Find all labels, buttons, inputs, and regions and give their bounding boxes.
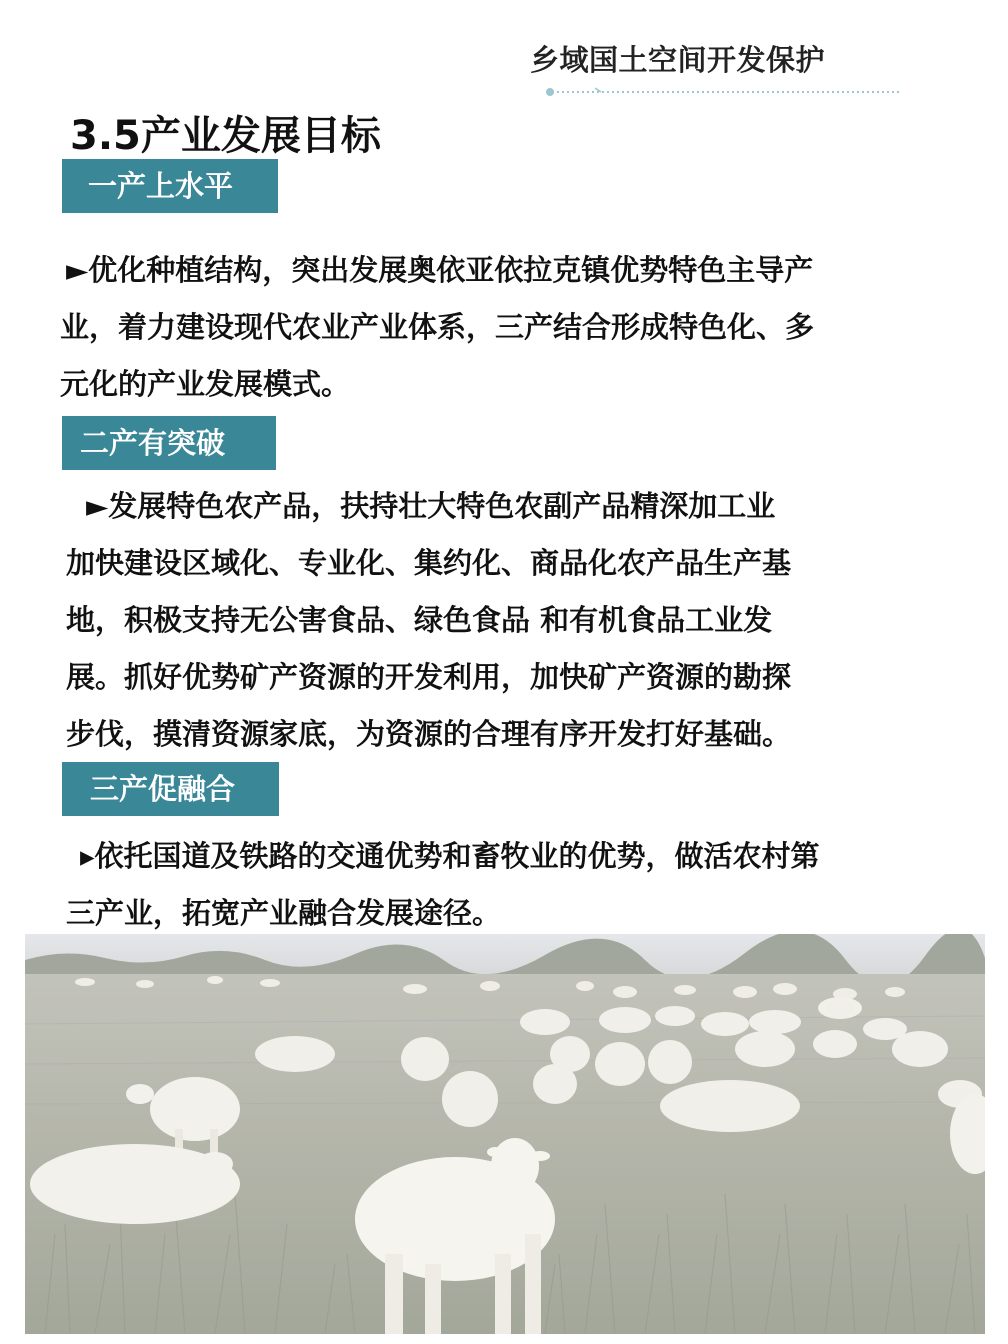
paragraph-line: 加快建设区域化、专业化、集约化、商品化农产品生产基 — [66, 546, 792, 580]
section-paragraph-primary — [60, 242, 815, 413]
paragraph-line: 地，积极支持无公害食品、绿色食品 和有机食品工业发 — [66, 603, 773, 637]
section-label-tertiary: 三产促融合 — [62, 762, 279, 816]
page-title: 3.5产业发展目标 — [70, 113, 381, 159]
paragraph-line: 业，着力建设现代农业产业体系，三产结合形成特色化、多 — [60, 310, 815, 344]
section-paragraph-secondary — [66, 478, 791, 763]
paragraph-line: 展。抓好优势矿产资源的开发利用，加快矿产资源的勘探 — [66, 660, 792, 694]
header-title: 乡域国土空间开发保护 — [530, 43, 826, 77]
section-label-primary: 一产上水平 — [62, 159, 278, 213]
section-paragraph-tertiary — [66, 828, 820, 942]
paragraph-line: 三产业，拓宽产业融合发展途径。 — [66, 896, 502, 930]
paragraph-line: ►发展特色农产品，扶持壮大特色农副产品精深加工业 — [86, 489, 776, 523]
header-divider — [545, 86, 905, 98]
paragraph-line: ►优化种植结构，突出发展奥依亚依拉克镇优势特色主导产 — [66, 253, 814, 287]
paragraph-line: 元化的产业发展模式。 — [60, 367, 351, 401]
paragraph-line: ▸依托国道及铁路的交通优势和畜牧业的优势，做活农村第 — [80, 839, 820, 873]
paragraph-line: 步伐，摸清资源家底，为资源的合理有序开发打好基础。 — [66, 717, 792, 751]
sheep-grazing-photo — [25, 934, 985, 1334]
section-label-secondary: 二产有突破 — [62, 416, 276, 470]
